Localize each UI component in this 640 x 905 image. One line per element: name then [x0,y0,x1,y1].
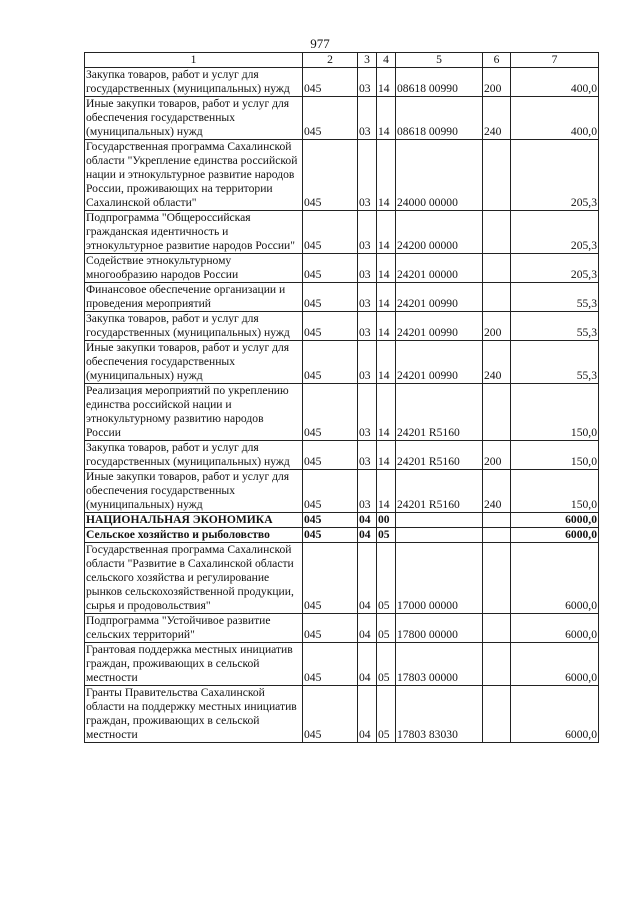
row-category-cell: 17803 83030 [396,686,483,743]
row-section-cell: 03 [358,283,377,312]
table-row [85,211,599,254]
row-subsection-cell: 05 [377,614,396,643]
row-section-cell: 03 [358,384,377,441]
table-row [85,441,599,470]
row-amount-cell: 400,0 [511,68,599,97]
row-type-cell [483,254,511,283]
row-name-cell: Сельское хозяйство и рыболовство [85,528,303,543]
row-amount-cell: 400,0 [511,97,599,140]
row-name-cell: НАЦИОНАЛЬНАЯ ЭКОНОМИКА [85,513,303,528]
row-section-cell: 03 [358,341,377,384]
table-row [85,513,599,528]
row-type-cell: 200 [483,441,511,470]
table-row [85,614,599,643]
row-name-cell: Закупка товаров, работ и услуг для государственных (муниципальных) нужд [85,312,303,341]
row-section-cell: 04 [358,528,377,543]
row-subsection-cell: 05 [377,643,396,686]
row-section-cell: 03 [358,68,377,97]
row-name-cell: Закупка товаров, работ и услуг для государственных (муниципальных) нужд [85,441,303,470]
row-code-cell: 045 [303,513,358,528]
row-category-cell: 24200 00000 [396,211,483,254]
row-code-cell: 045 [303,312,358,341]
row-subsection-cell: 05 [377,543,396,614]
row-code-cell: 045 [303,341,358,384]
row-section-cell: 04 [358,643,377,686]
row-code-cell: 045 [303,254,358,283]
row-subsection-cell: 14 [377,341,396,384]
row-type-cell [483,384,511,441]
row-category-cell: 24201 00990 [396,341,483,384]
row-code-cell: 045 [303,528,358,543]
table-row [85,312,599,341]
row-code-cell: 045 [303,283,358,312]
row-subsection-cell: 05 [377,528,396,543]
row-section-cell: 04 [358,686,377,743]
row-amount-cell: 6000,0 [511,528,599,543]
row-type-cell [483,211,511,254]
row-name-cell: Содействие этнокультурному многообразию народов России [85,254,303,283]
row-code-cell: 045 [303,614,358,643]
row-type-cell [483,528,511,543]
row-category-cell: 08618 00990 [396,97,483,140]
row-section-cell: 03 [358,441,377,470]
row-section-cell: 03 [358,312,377,341]
table-row [85,68,599,97]
row-type-cell: 240 [483,470,511,513]
table-row [85,283,599,312]
row-name-cell: Реализация мероприятий по укреплению единства российской нации и этнокультурному развитию народов России [85,384,303,441]
row-code-cell: 045 [303,211,358,254]
row-type-cell [483,614,511,643]
row-name-cell: Иные закупки товаров, работ и услуг для обеспечения государственных (муниципальных) нужд [85,341,303,384]
page-number: 977 [310,36,330,51]
row-section-cell: 03 [358,97,377,140]
budget-table [84,52,599,743]
table-row [85,470,599,513]
row-category-cell [396,513,483,528]
row-type-cell: 200 [483,68,511,97]
row-category-cell: 08618 00990 [396,68,483,97]
row-category-cell: 17000 00000 [396,543,483,614]
table-row [85,254,599,283]
row-type-cell [483,140,511,211]
row-subsection-cell: 14 [377,68,396,97]
row-amount-cell: 150,0 [511,441,599,470]
row-amount-cell: 150,0 [511,384,599,441]
table-row [85,686,599,743]
row-category-cell [396,528,483,543]
row-subsection-cell: 14 [377,312,396,341]
table-row [85,97,599,140]
row-amount-cell: 55,3 [511,283,599,312]
row-section-cell: 03 [358,211,377,254]
row-amount-cell: 150,0 [511,470,599,513]
column-header: 2 [303,53,358,68]
row-name-cell: Закупка товаров, работ и услуг для государственных (муниципальных) нужд [85,68,303,97]
row-category-cell: 24201 00000 [396,254,483,283]
row-subsection-cell: 14 [377,211,396,254]
table-row [85,341,599,384]
row-amount-cell: 6000,0 [511,614,599,643]
row-name-cell: Гранты Правительства Сахалинской области на поддержку местных инициатив граждан, проживающих в сельской местности [85,686,303,743]
row-section-cell: 04 [358,614,377,643]
table-row [85,643,599,686]
row-code-cell: 045 [303,470,358,513]
column-header: 4 [377,53,396,68]
row-section-cell: 04 [358,513,377,528]
table-row [85,543,599,614]
row-subsection-cell: 00 [377,513,396,528]
row-category-cell: 24201 R5160 [396,384,483,441]
row-category-cell: 17803 00000 [396,643,483,686]
row-category-cell: 17800 00000 [396,614,483,643]
table-row [85,528,599,543]
row-code-cell: 045 [303,643,358,686]
row-category-cell: 24000 00000 [396,140,483,211]
row-code-cell: 045 [303,686,358,743]
row-name-cell: Финансовое обеспечение организации и проведения мероприятий [85,283,303,312]
row-type-cell [483,643,511,686]
row-category-cell: 24201 R5160 [396,470,483,513]
table-row [85,140,599,211]
row-amount-cell: 55,3 [511,312,599,341]
row-name-cell: Государственная программа Сахалинской области "Укрепление единства российской нации и этнокультурное развитие народов России, проживающих на территории Сахалинской области" [85,140,303,211]
column-header: 6 [483,53,511,68]
row-amount-cell: 205,3 [511,140,599,211]
row-category-cell: 24201 00990 [396,312,483,341]
row-type-cell [483,686,511,743]
row-subsection-cell: 05 [377,686,396,743]
column-header: 5 [396,53,483,68]
row-name-cell: Подпрограмма "Устойчивое развитие сельских территорий" [85,614,303,643]
table-row [85,384,599,441]
row-section-cell: 04 [358,543,377,614]
column-header: 7 [511,53,599,68]
row-code-cell: 045 [303,140,358,211]
row-amount-cell: 6000,0 [511,543,599,614]
row-subsection-cell: 14 [377,283,396,312]
row-type-cell: 200 [483,312,511,341]
row-code-cell: 045 [303,441,358,470]
row-name-cell: Государственная программа Сахалинской области "Развитие в Сахалинской области сельского хозяйства и регулирование рынков сельскохозяйственной продукции, сырья и продовольствия" [85,543,303,614]
row-code-cell: 045 [303,543,358,614]
row-type-cell [483,543,511,614]
row-name-cell: Иные закупки товаров, работ и услуг для обеспечения государственных (муниципальных) нужд [85,97,303,140]
row-type-cell [483,283,511,312]
row-name-cell: Грантовая поддержка местных инициатив граждан, проживающих в сельской местности [85,643,303,686]
row-section-cell: 03 [358,470,377,513]
row-type-cell [483,513,511,528]
row-subsection-cell: 14 [377,470,396,513]
row-amount-cell: 205,3 [511,211,599,254]
row-category-cell: 24201 00990 [396,283,483,312]
row-subsection-cell: 14 [377,384,396,441]
column-header: 3 [358,53,377,68]
row-amount-cell: 55,3 [511,341,599,384]
row-name-cell: Иные закупки товаров, работ и услуг для обеспечения государственных (муниципальных) нужд [85,470,303,513]
row-subsection-cell: 14 [377,441,396,470]
row-code-cell: 045 [303,97,358,140]
row-code-cell: 045 [303,68,358,97]
row-subsection-cell: 14 [377,140,396,211]
table-header-row [85,53,599,68]
row-amount-cell: 6000,0 [511,686,599,743]
row-amount-cell: 6000,0 [511,513,599,528]
row-subsection-cell: 14 [377,97,396,140]
row-type-cell: 240 [483,341,511,384]
row-amount-cell: 205,3 [511,254,599,283]
row-section-cell: 03 [358,254,377,283]
row-amount-cell: 6000,0 [511,643,599,686]
table-body [85,68,599,743]
row-category-cell: 24201 R5160 [396,441,483,470]
row-name-cell: Подпрограмма "Общероссийская гражданская идентичность и этнокультурное развитие народов России" [85,211,303,254]
row-subsection-cell: 14 [377,254,396,283]
row-type-cell: 240 [483,97,511,140]
row-section-cell: 03 [358,140,377,211]
row-code-cell: 045 [303,384,358,441]
column-header: 1 [85,53,303,68]
